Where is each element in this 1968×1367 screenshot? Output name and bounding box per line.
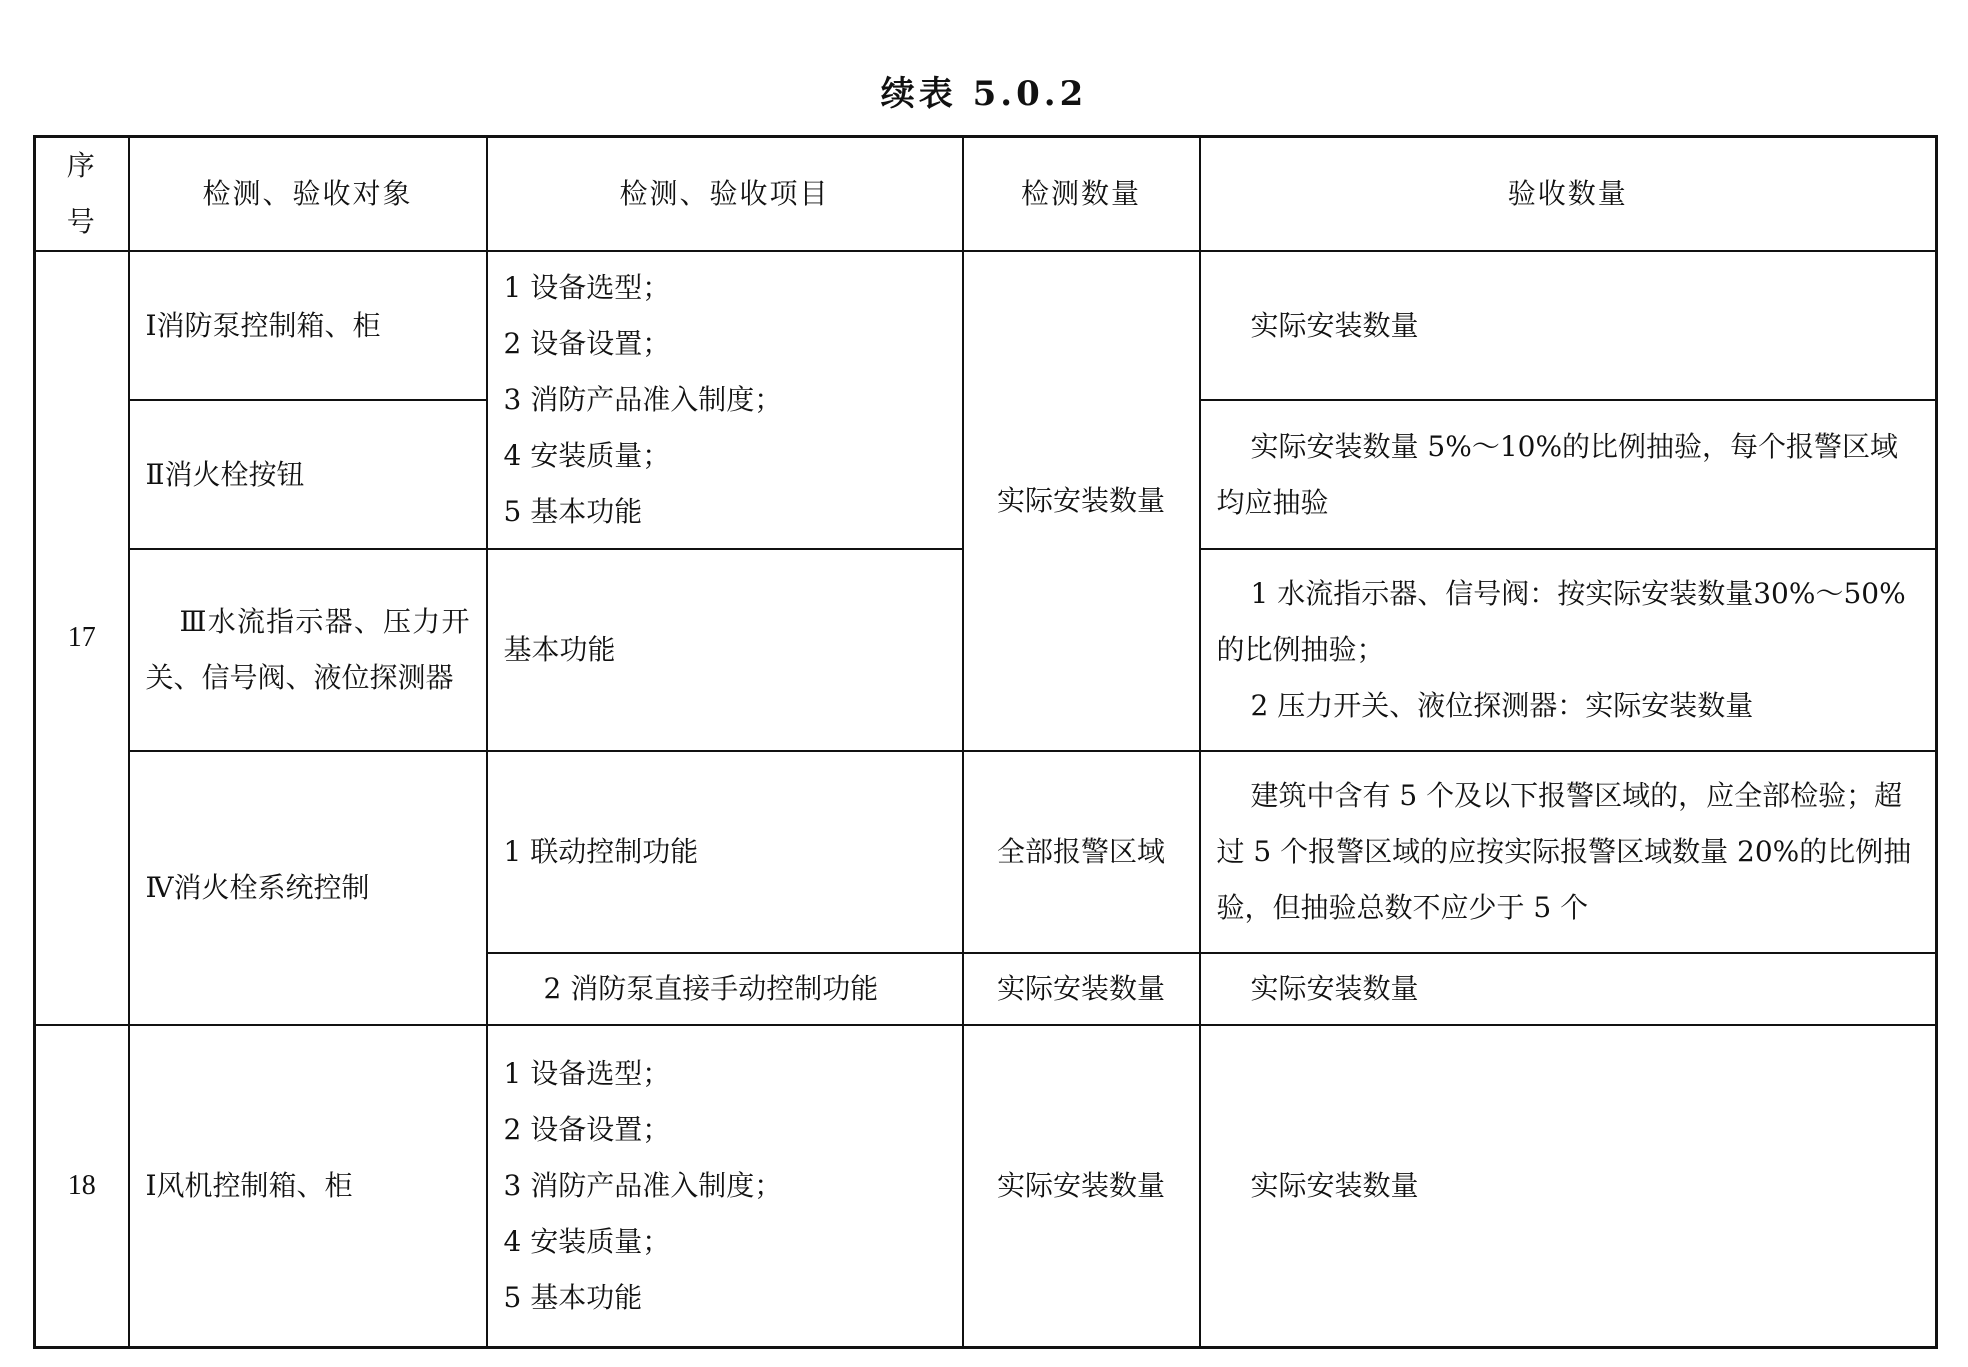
item-line: 2 消防泵直接手动控制功能 — [543, 972, 879, 1005]
object-cell: Ⅰ风机控制箱、柜 — [129, 1025, 487, 1347]
accept-qty-cell — [1200, 251, 1937, 400]
item-line: 1 联动控制功能 — [503, 835, 699, 868]
table-caption: 续表 5.0.2 — [880, 74, 1088, 114]
accept-text: 实际安装数量 — [1250, 308, 1419, 342]
test-qty-cell: 实际安装数量 — [963, 251, 1200, 751]
seq-cell: 18 — [35, 1025, 129, 1347]
item-line: 2 设备设置； — [503, 1112, 671, 1146]
items-cell — [487, 251, 963, 549]
header-test-qty: 检测数量 — [963, 137, 1200, 252]
item-line: 基本功能 — [503, 633, 616, 666]
test-qty-cell: 实际安装数量 — [963, 1025, 1200, 1347]
header-item: 检测、验收项目 — [487, 137, 963, 252]
items-cell — [487, 751, 963, 953]
item-line: 2 设备设置； — [503, 327, 671, 360]
accept-qty-cell — [1200, 751, 1937, 953]
item-line: 5 基本功能 — [503, 1280, 643, 1314]
table-row — [35, 251, 1937, 400]
test-qty-cell: 全部报警区域 — [963, 751, 1200, 953]
header-object: 检测、验收对象 — [129, 137, 487, 252]
item-line: 3 消防产品准入制度； — [503, 1168, 783, 1202]
items-cell — [487, 953, 963, 1025]
object-cell: Ⅰ消防泵控制箱、柜 — [129, 251, 487, 400]
accept-text: 实际安装数量 — [1250, 972, 1419, 1005]
accept-text: 实际安装数量 5%～10%的比例抽验，每个报警区域均应抽验 — [1216, 429, 1899, 519]
accept-qty-cell — [1200, 953, 1937, 1025]
test-qty-cell: 实际安装数量 — [963, 953, 1200, 1025]
item-line: 4 安装质量； — [503, 439, 671, 472]
accept-text: 建筑中含有 5 个及以下报警区域的，应全部检验；超过 5 个报警区域的应按实际报警区域数量 20%的比例抽验，但抽验总数不应少于 5 个 — [1216, 779, 1912, 924]
object-cell: Ⅳ消火栓系统控制 — [129, 751, 487, 1025]
inspection-table — [33, 135, 1938, 1349]
object-cell: Ⅱ消火栓按钮 — [129, 400, 487, 549]
accept-qty-cell — [1200, 400, 1937, 549]
header-accept-qty: 验收数量 — [1200, 137, 1937, 252]
item-line: 1 设备选型； — [503, 271, 671, 304]
items-cell — [487, 549, 963, 751]
accept-line: 1 水流指示器、信号阀：按实际安装数量30%～50%的比例抽验； — [1216, 577, 1906, 666]
item-line: 5 基本功能 — [503, 495, 643, 528]
accept-qty-cell — [1200, 549, 1937, 751]
accept-line: 2 压力开关、液位探测器：实际安装数量 — [1250, 689, 1754, 722]
accept-text: 实际安装数量 — [1250, 1168, 1419, 1202]
accept-qty-cell — [1200, 1025, 1937, 1347]
items-cell — [487, 1025, 963, 1347]
table-row — [35, 751, 1937, 953]
header-seq: 序号 — [35, 137, 129, 252]
object-cell — [129, 549, 487, 751]
table-header-row — [35, 137, 1937, 252]
object-text: Ⅲ水流指示器、压力开关、信号阀、液位探测器 — [145, 605, 470, 694]
item-line: 1 设备选型； — [503, 1056, 671, 1090]
table-row — [35, 1025, 1937, 1347]
item-line: 3 消防产品准入制度； — [503, 383, 783, 416]
item-line: 4 安装质量； — [503, 1224, 671, 1258]
seq-cell: 17 — [35, 251, 129, 1025]
